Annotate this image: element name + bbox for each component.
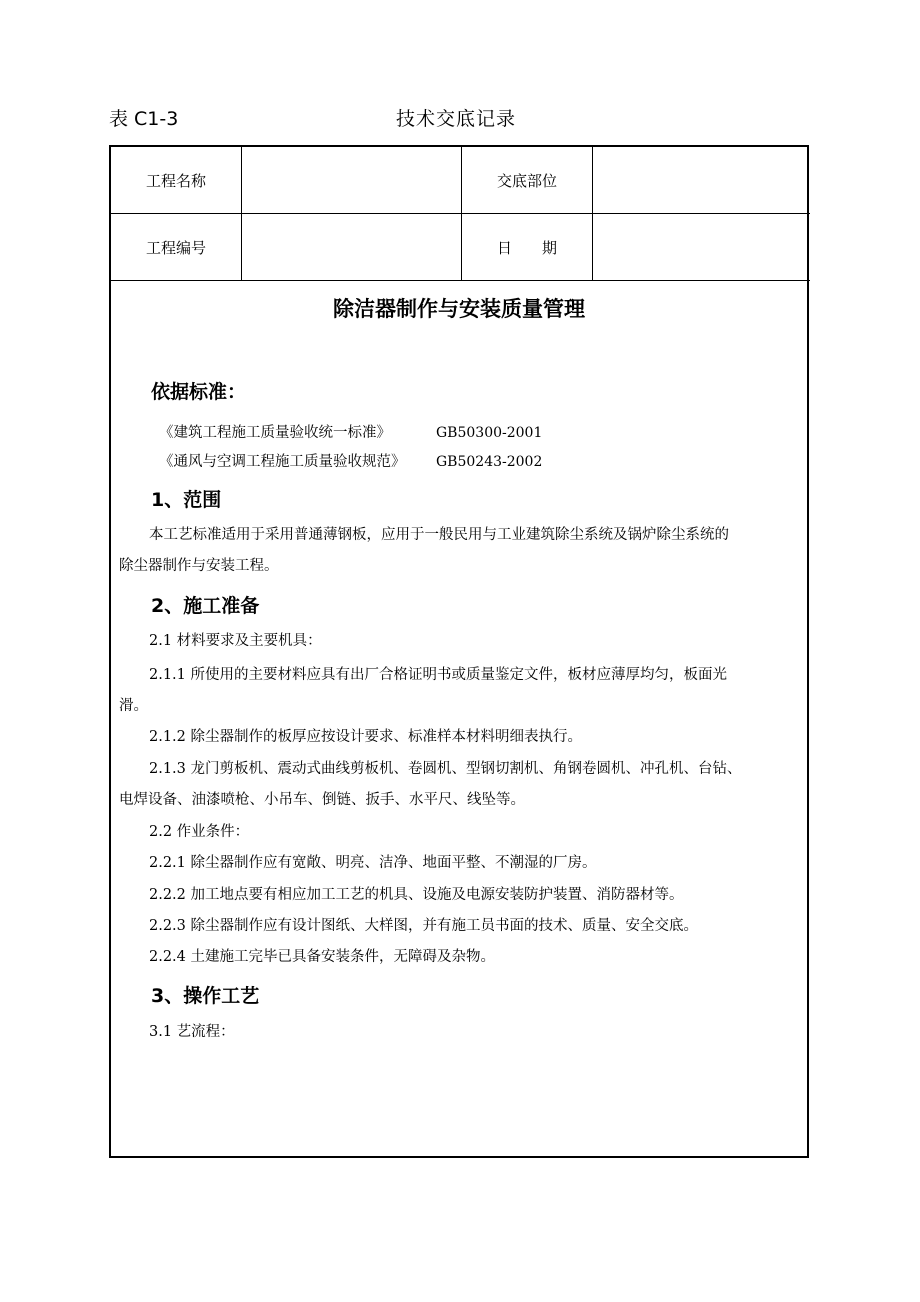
standard-1-code: GB50300-2001 xyxy=(436,425,543,441)
info-row-2 xyxy=(111,214,810,281)
section-3-heading: 3、操作工艺 xyxy=(151,985,260,1007)
item-2-1: 2.1 材料要求及主要机具： xyxy=(149,633,322,649)
item-2-2-2: 2.2.2 加工地点要有相应加工工艺的机具、设施及电源安装防护装置、消防器材等。 xyxy=(149,887,684,903)
item-2-2-4: 2.2.4 土建施工完毕已具备安装条件，无障碍及杂物。 xyxy=(149,949,496,965)
handover-part-value[interactable] xyxy=(593,147,811,214)
item-2-2-3: 2.2.3 除尘器制作应有设计图纸、大样图，并有施工员书面的技术、质量、安全交底。 xyxy=(149,918,699,934)
table-number: 表 C1-3 xyxy=(109,108,179,130)
item-2-1-2: 2.1.2 除尘器制作的板厚应按设计要求、标准样本材料明细表执行。 xyxy=(149,729,583,745)
section-1-text-line-1: 本工艺标准适用于采用普通薄钢板，应用于一般民用与工业建筑除尘系统及锅炉除尘系统的 xyxy=(149,527,729,543)
item-2-2: 2.2 作业条件： xyxy=(149,824,250,840)
item-2-1-3-line-2: 电焊设备、油漆喷枪、小吊车、倒链、扳手、水平尺、线坠等。 xyxy=(119,792,525,808)
standard-2-code: GB50243-2002 xyxy=(436,454,543,470)
info-grid xyxy=(111,147,810,281)
item-2-1-1-line-2: 滑。 xyxy=(119,698,148,714)
item-2-1-3-line-1: 2.1.3 龙门剪板机、震动式曲线剪板机、卷圆机、型钢切割机、角钢卷圆机、冲孔机、台钻、 xyxy=(149,761,742,777)
section-1-text-line-2: 除尘器制作与安装工程。 xyxy=(119,558,279,574)
section-1-heading: 1、范围 xyxy=(151,489,222,511)
handover-part-label: 交底部位 xyxy=(462,147,593,214)
project-number-value[interactable] xyxy=(242,214,462,281)
main-title: 除洁器制作与安装质量管理 xyxy=(333,297,585,321)
date-value[interactable] xyxy=(593,214,811,281)
date-label: 日 期 xyxy=(462,214,593,281)
section-2-heading: 2、施工准备 xyxy=(151,595,260,617)
document-title: 技术交底记录 xyxy=(396,108,517,130)
basis-heading: 依据标准： xyxy=(151,381,247,403)
project-number-label: 工程编号 xyxy=(111,214,242,281)
project-name-value[interactable] xyxy=(242,147,462,214)
item-2-2-1: 2.2.1 除尘器制作应有宽敞、明亮、洁净、地面平整、不潮湿的厂房。 xyxy=(149,855,597,871)
standard-2-name: 《通风与空调工程施工质量验收规范》 xyxy=(159,454,406,470)
item-2-1-1-line-1: 2.1.1 所使用的主要材料应具有出厂合格证明书或质量鉴定文件，板材应薄厚均匀，板面光 xyxy=(149,667,727,683)
project-name-label: 工程名称 xyxy=(111,147,242,214)
standard-1-name: 《建筑工程施工质量验收统一标准》 xyxy=(159,425,391,441)
info-row-1 xyxy=(111,147,810,214)
record-frame xyxy=(109,145,809,1158)
item-3-1: 3.1 艺流程： xyxy=(149,1024,235,1040)
